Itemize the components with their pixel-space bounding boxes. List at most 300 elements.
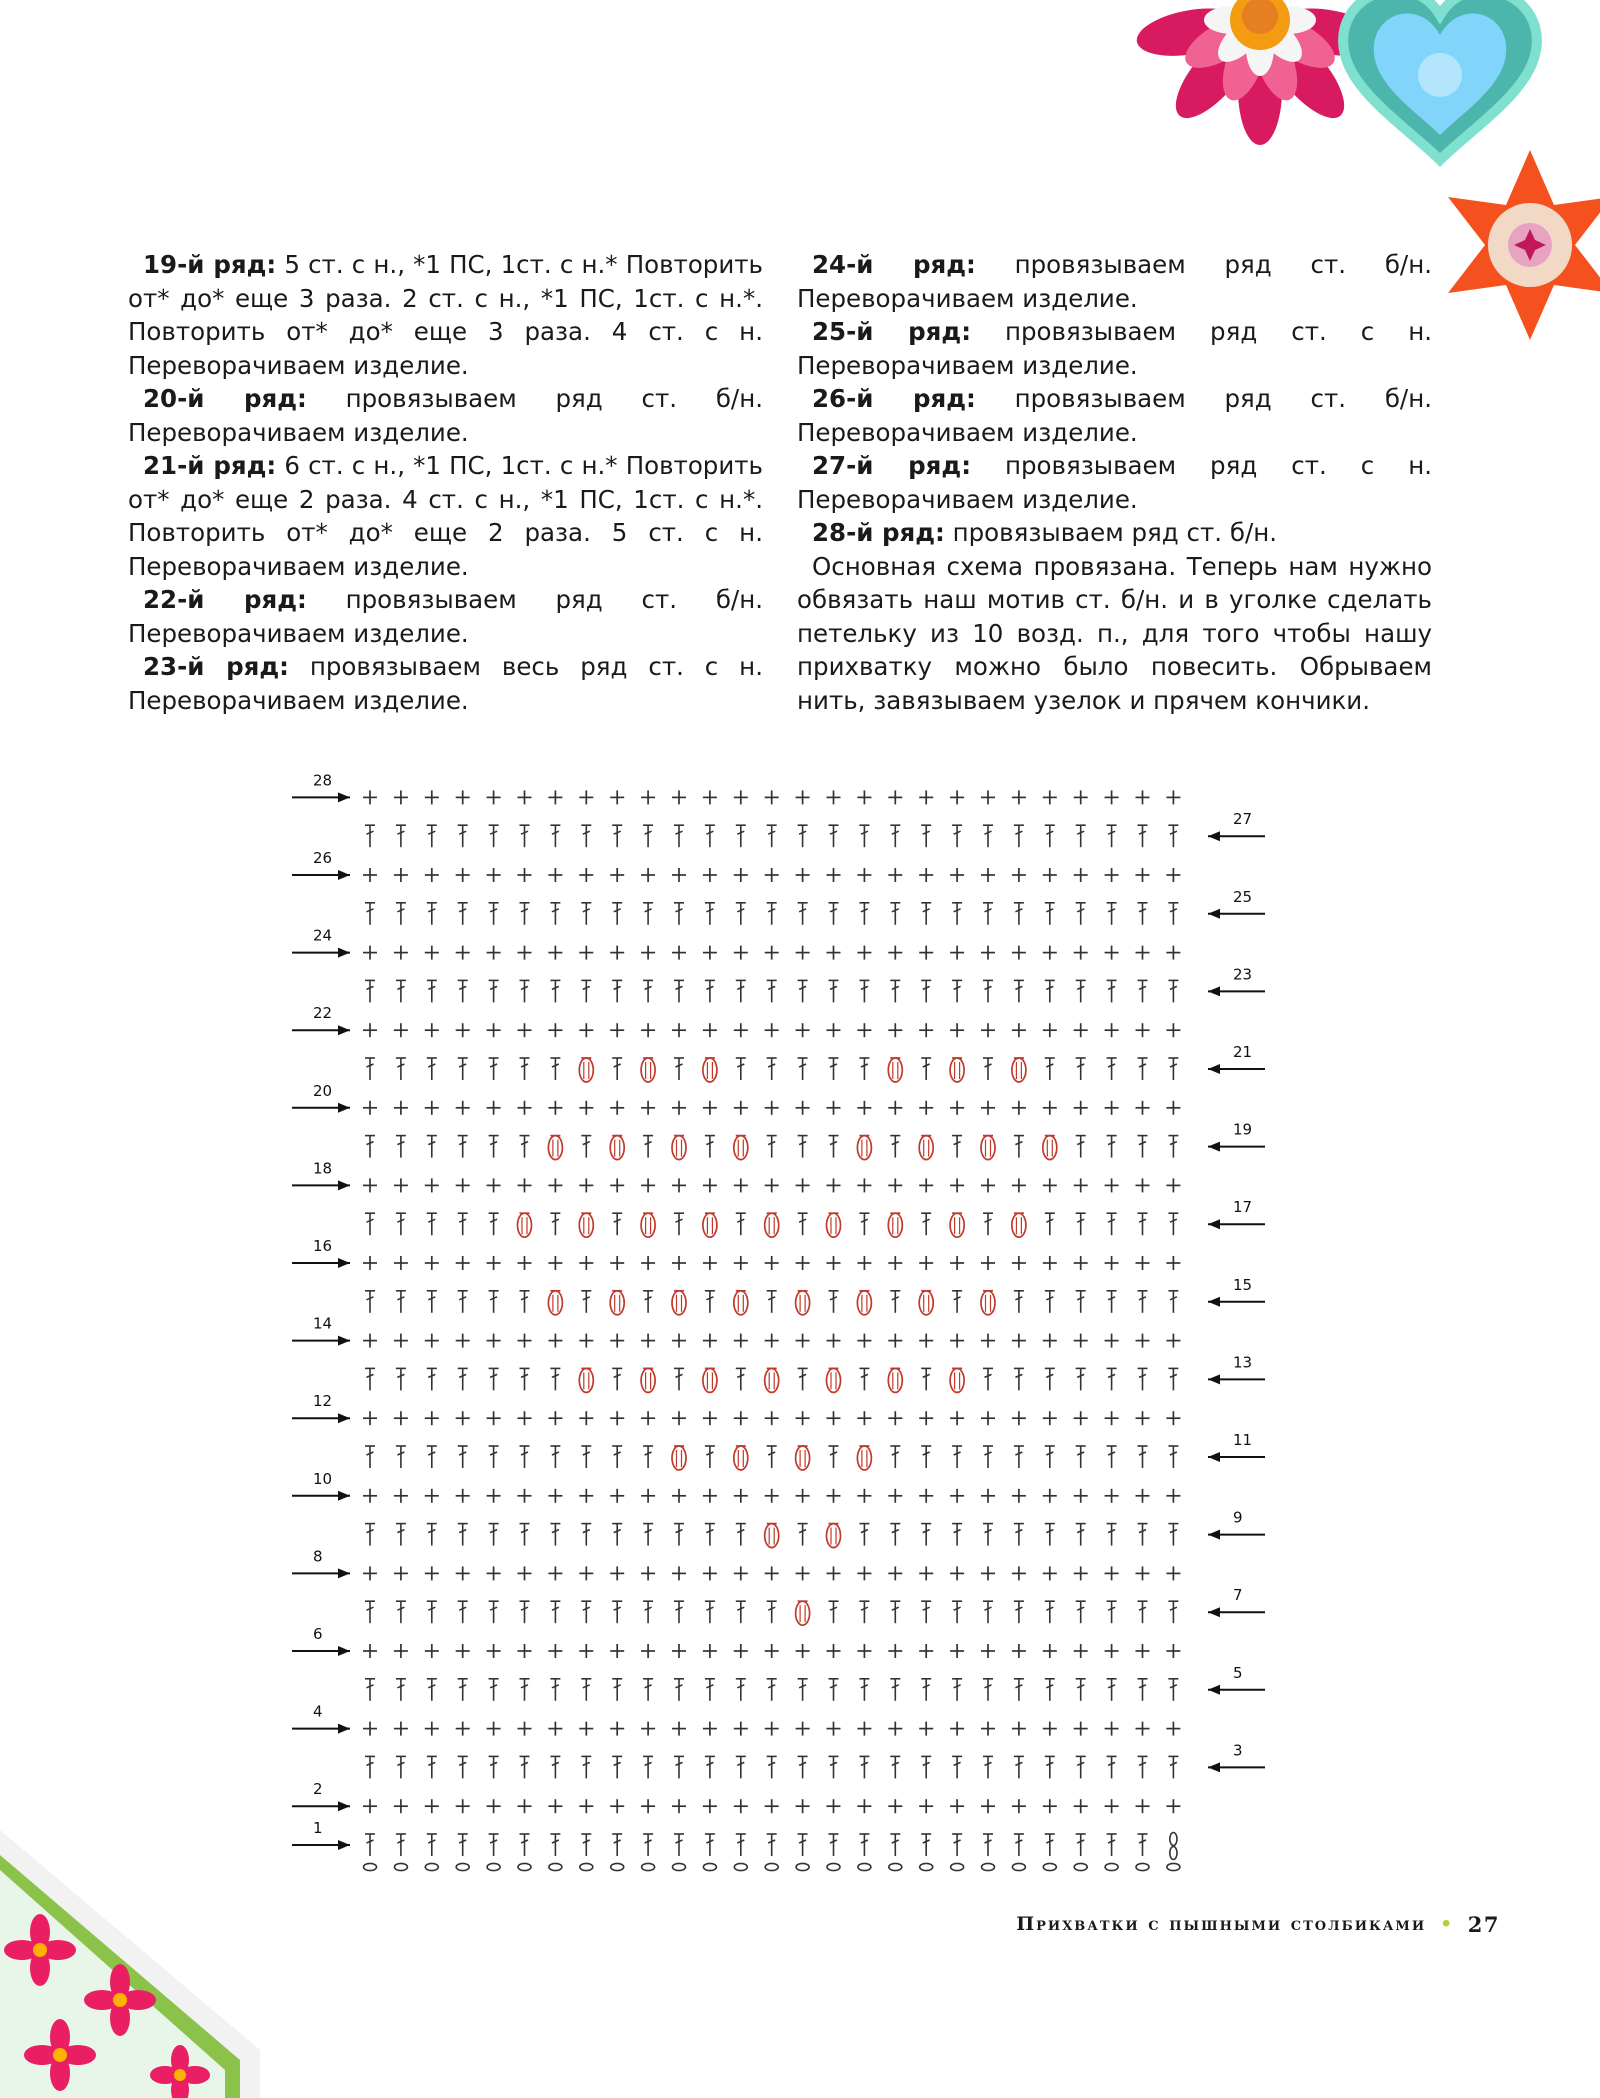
single-crochet-symbol [641, 946, 655, 960]
double-crochet-symbol [427, 825, 437, 847]
double-crochet-symbol [890, 1446, 900, 1468]
double-crochet-symbol [890, 1834, 900, 1856]
double-crochet-symbol [1107, 1834, 1117, 1856]
single-crochet-symbol [579, 1722, 593, 1736]
double-crochet-symbol [396, 1368, 406, 1390]
single-crochet-symbol [765, 1178, 779, 1192]
single-crochet-symbol [579, 1334, 593, 1348]
double-crochet-symbol [427, 903, 437, 925]
single-crochet-symbol [888, 1178, 902, 1192]
single-crochet-symbol [456, 1411, 470, 1425]
double-crochet-symbol [859, 1756, 869, 1778]
single-crochet-symbol [1105, 868, 1119, 882]
single-crochet-symbol [1166, 1566, 1180, 1580]
single-crochet-symbol [641, 1799, 655, 1813]
single-crochet-symbol [487, 868, 501, 882]
single-crochet-symbol [1136, 946, 1150, 960]
double-crochet-symbol [705, 1446, 715, 1468]
row-number-label: 9 [1233, 1508, 1243, 1527]
double-crochet-symbol [859, 903, 869, 925]
single-crochet-symbol [672, 1644, 686, 1658]
double-crochet-symbol [396, 1291, 406, 1313]
double-crochet-symbol [767, 1058, 777, 1080]
single-crochet-symbol [425, 1178, 439, 1192]
single-crochet-symbol [734, 1411, 748, 1425]
popcorn-stitch-symbol [734, 1291, 748, 1315]
single-crochet-symbol [456, 1178, 470, 1192]
single-crochet-symbol [1043, 1178, 1057, 1192]
popcorn-stitch-symbol [888, 1213, 902, 1237]
single-crochet-symbol [703, 946, 717, 960]
double-crochet-symbol [365, 1368, 375, 1390]
double-crochet-symbol [1138, 825, 1148, 847]
single-crochet-symbol [827, 1334, 841, 1348]
double-crochet-symbol [581, 1136, 591, 1158]
single-crochet-symbol [456, 1256, 470, 1270]
popcorn-stitch-symbol [703, 1213, 717, 1237]
single-crochet-symbol [610, 1799, 624, 1813]
double-crochet-symbol [952, 1834, 962, 1856]
double-crochet-symbol [1076, 1601, 1086, 1623]
single-crochet-symbol [1136, 1101, 1150, 1115]
double-crochet-symbol [705, 1679, 715, 1701]
single-crochet-symbol [610, 1411, 624, 1425]
single-crochet-symbol [610, 1101, 624, 1115]
double-crochet-symbol [1045, 1756, 1055, 1778]
double-crochet-symbol [983, 1679, 993, 1701]
double-crochet-symbol [396, 1601, 406, 1623]
chain-stitch [827, 1863, 840, 1870]
single-crochet-symbol [579, 790, 593, 804]
double-crochet-symbol [550, 1524, 560, 1546]
instruction-paragraph: 24-й ряд: провязываем ряд ст. б/н. Переворачиваем изделие. [797, 250, 1432, 313]
single-crochet-symbol [1136, 1566, 1150, 1580]
left-row-arrow-head [338, 792, 350, 802]
single-crochet-symbol [610, 1023, 624, 1037]
single-crochet-symbol [518, 1334, 532, 1348]
single-crochet-symbol [1043, 1799, 1057, 1813]
double-crochet-symbol [859, 1213, 869, 1235]
single-crochet-symbol [734, 1722, 748, 1736]
chain-stitch [889, 1863, 902, 1870]
single-crochet-symbol [919, 1644, 933, 1658]
single-crochet-symbol [641, 1256, 655, 1270]
double-crochet-symbol [890, 1601, 900, 1623]
single-crochet-symbol [672, 1178, 686, 1192]
double-crochet-symbol [952, 1291, 962, 1313]
double-crochet-symbol [1168, 1213, 1178, 1235]
single-crochet-symbol [1166, 1411, 1180, 1425]
double-crochet-symbol [705, 1601, 715, 1623]
single-crochet-symbol [518, 1023, 532, 1037]
popcorn-stitch-symbol [548, 1291, 562, 1315]
single-crochet-symbol [950, 868, 964, 882]
single-crochet-symbol [888, 1722, 902, 1736]
single-crochet-symbol [919, 1256, 933, 1270]
popcorn-stitch-symbol [950, 1213, 964, 1237]
single-crochet-symbol [1105, 1178, 1119, 1192]
double-crochet-symbol [1107, 1524, 1117, 1546]
crochet-edging-decoration [0, 1800, 260, 2098]
double-crochet-symbol [890, 903, 900, 925]
double-crochet-symbol [798, 1368, 808, 1390]
single-crochet-symbol [1105, 1411, 1119, 1425]
single-crochet-symbol [456, 946, 470, 960]
double-crochet-symbol [1014, 1291, 1024, 1313]
single-crochet-symbol [579, 868, 593, 882]
single-crochet-symbol [981, 868, 995, 882]
double-crochet-symbol [1138, 903, 1148, 925]
double-crochet-symbol [952, 1524, 962, 1546]
row-number-label: 10 [313, 1469, 333, 1488]
single-crochet-symbol [857, 1256, 871, 1270]
single-crochet-symbol [363, 1722, 377, 1736]
double-crochet-symbol [1014, 980, 1024, 1002]
single-crochet-symbol [796, 1178, 810, 1192]
double-crochet-symbol [1138, 1679, 1148, 1701]
double-crochet-symbol [921, 1213, 931, 1235]
single-crochet-symbol [1136, 790, 1150, 804]
double-crochet-symbol [1045, 1524, 1055, 1546]
single-crochet-symbol [734, 1256, 748, 1270]
single-crochet-symbol [548, 1489, 562, 1503]
double-crochet-symbol [612, 1058, 622, 1080]
single-crochet-symbol [456, 1101, 470, 1115]
double-crochet-symbol [396, 825, 406, 847]
single-crochet-symbol [1136, 1799, 1150, 1813]
single-crochet-symbol [1105, 1101, 1119, 1115]
single-crochet-symbol [487, 1411, 501, 1425]
single-crochet-symbol [888, 1566, 902, 1580]
double-crochet-symbol [736, 1368, 746, 1390]
double-crochet-symbol [798, 1136, 808, 1158]
double-crochet-symbol [767, 1446, 777, 1468]
single-crochet-symbol [1074, 1566, 1088, 1580]
row-number-label: 17 [1233, 1198, 1253, 1217]
double-crochet-symbol [736, 825, 746, 847]
double-crochet-symbol [427, 1058, 437, 1080]
popcorn-stitch-symbol [548, 1136, 562, 1160]
double-crochet-symbol [674, 1213, 684, 1235]
row-number-label: 15 [1233, 1275, 1253, 1294]
single-crochet-symbol [487, 1644, 501, 1658]
single-crochet-symbol [518, 1799, 532, 1813]
double-crochet-symbol [1076, 1368, 1086, 1390]
single-crochet-symbol [610, 1489, 624, 1503]
single-crochet-symbol [487, 1101, 501, 1115]
single-crochet-symbol [950, 1722, 964, 1736]
right-row-arrow-head [1208, 1530, 1220, 1540]
single-crochet-symbol [950, 1101, 964, 1115]
single-crochet-symbol [1074, 1178, 1088, 1192]
double-crochet-symbol [705, 1524, 715, 1546]
double-crochet-symbol [952, 903, 962, 925]
double-crochet-symbol [767, 825, 777, 847]
popcorn-stitch-symbol [672, 1291, 686, 1315]
single-crochet-symbol [610, 1566, 624, 1580]
double-crochet-symbol [643, 1291, 653, 1313]
double-crochet-symbol [612, 1446, 622, 1468]
double-crochet-symbol [643, 980, 653, 1002]
left-row-arrow-head [338, 1258, 350, 1268]
single-crochet-symbol [827, 1489, 841, 1503]
double-crochet-symbol [365, 1136, 375, 1158]
double-crochet-symbol [581, 1756, 591, 1778]
double-crochet-symbol [798, 1834, 808, 1856]
popcorn-stitch-symbol [827, 1213, 841, 1237]
double-crochet-symbol [859, 1601, 869, 1623]
double-crochet-symbol [1138, 1213, 1148, 1235]
double-crochet-symbol [829, 903, 839, 925]
single-crochet-symbol [610, 946, 624, 960]
popcorn-stitch-symbol [857, 1291, 871, 1315]
double-crochet-symbol [1014, 903, 1024, 925]
double-crochet-symbol [952, 1756, 962, 1778]
single-crochet-symbol [1074, 1799, 1088, 1813]
double-crochet-symbol [829, 1291, 839, 1313]
double-crochet-symbol [1107, 980, 1117, 1002]
double-crochet-symbol [427, 1368, 437, 1390]
single-crochet-symbol [394, 1023, 408, 1037]
double-crochet-symbol [1168, 1679, 1178, 1701]
single-crochet-symbol [394, 790, 408, 804]
double-crochet-symbol [859, 1679, 869, 1701]
double-crochet-symbol [489, 1136, 499, 1158]
single-crochet-symbol [487, 1722, 501, 1736]
chain-stitch [1105, 1863, 1118, 1870]
single-crochet-symbol [548, 1101, 562, 1115]
double-crochet-symbol [1014, 1368, 1024, 1390]
double-crochet-symbol [489, 980, 499, 1002]
double-crochet-symbol [1168, 1756, 1178, 1778]
single-crochet-symbol [981, 1256, 995, 1270]
double-crochet-symbol [427, 1136, 437, 1158]
single-crochet-symbol [548, 1566, 562, 1580]
double-crochet-symbol [427, 1679, 437, 1701]
row-number-label: 25 [1233, 887, 1253, 906]
popcorn-stitch-symbol [765, 1213, 779, 1237]
double-crochet-symbol [921, 825, 931, 847]
single-crochet-symbol [487, 1799, 501, 1813]
single-crochet-symbol [394, 946, 408, 960]
row-number-label: 3 [1233, 1741, 1243, 1760]
popcorn-stitch-symbol [857, 1446, 871, 1470]
single-crochet-symbol [1043, 1334, 1057, 1348]
double-crochet-symbol [520, 980, 530, 1002]
row-number-label: 14 [313, 1314, 333, 1333]
row-number-label: 26 [313, 849, 333, 867]
double-crochet-symbol [1168, 1446, 1178, 1468]
double-crochet-symbol [921, 980, 931, 1002]
single-crochet-symbol [765, 1334, 779, 1348]
double-crochet-symbol [983, 1446, 993, 1468]
double-crochet-symbol [365, 1834, 375, 1856]
single-crochet-symbol [857, 1722, 871, 1736]
double-crochet-symbol [1138, 1601, 1148, 1623]
double-crochet-symbol [1045, 825, 1055, 847]
single-crochet-symbol [456, 1023, 470, 1037]
single-crochet-symbol [1105, 1566, 1119, 1580]
single-crochet-symbol [1136, 1334, 1150, 1348]
double-crochet-symbol [890, 825, 900, 847]
double-crochet-symbol [1138, 1291, 1148, 1313]
single-crochet-symbol [456, 790, 470, 804]
single-crochet-symbol [672, 1023, 686, 1037]
double-crochet-symbol [829, 1756, 839, 1778]
instruction-paragraph: 27-й ряд: провязываем ряд ст. с н. Переворачиваем изделие. [797, 451, 1433, 514]
single-crochet-symbol [487, 946, 501, 960]
single-crochet-symbol [610, 1256, 624, 1270]
double-crochet-symbol [859, 825, 869, 847]
double-crochet-symbol [550, 825, 560, 847]
single-crochet-symbol [1012, 1411, 1026, 1425]
single-crochet-symbol [363, 1489, 377, 1503]
chain-stitch [425, 1863, 438, 1870]
instruction-paragraph: 26-й ряд: провязываем ряд ст. б/н. Переворачиваем изделие. [797, 384, 1432, 447]
instruction-paragraph: 19-й ряд: 5 ст. с н., *1 ПС, 1ст. с н.* Повторить от* до* еще 3 раза. 2 ст. с н., *1 ПС, 1ст. с н.*. Повторить от* до* еще 3 раза. 4 ст. с н. Переворачиваем изделие. [128, 250, 763, 380]
single-crochet-symbol [981, 790, 995, 804]
double-crochet-symbol [829, 980, 839, 1002]
chain-stitch [518, 1863, 531, 1870]
double-crochet-symbol [1107, 1368, 1117, 1390]
single-crochet-symbol [548, 1644, 562, 1658]
double-crochet-symbol [550, 1834, 560, 1856]
single-crochet-symbol [579, 1644, 593, 1658]
single-crochet-symbol [425, 1101, 439, 1115]
row-number-label: 13 [1233, 1353, 1253, 1372]
single-crochet-symbol [765, 1489, 779, 1503]
instruction-paragraph: 20-й ряд: провязываем ряд ст. б/н. Переворачиваем изделие. [128, 384, 763, 447]
single-crochet-symbol [827, 868, 841, 882]
double-crochet-symbol [705, 1291, 715, 1313]
single-crochet-symbol [919, 1178, 933, 1192]
double-crochet-symbol [458, 1524, 468, 1546]
double-crochet-symbol [1138, 1368, 1148, 1390]
double-crochet-symbol [952, 1601, 962, 1623]
page-footer [900, 1904, 1500, 1944]
single-crochet-symbol [1074, 790, 1088, 804]
chain-stitch [982, 1863, 995, 1870]
double-crochet-symbol [1045, 1446, 1055, 1468]
double-crochet-symbol [1076, 903, 1086, 925]
double-crochet-symbol [643, 825, 653, 847]
double-crochet-symbol [365, 1524, 375, 1546]
right-row-arrow-head [1208, 909, 1220, 919]
single-crochet-symbol [1166, 1023, 1180, 1037]
double-crochet-symbol [489, 1756, 499, 1778]
single-crochet-symbol [363, 1023, 377, 1037]
double-crochet-symbol [983, 1834, 993, 1856]
double-crochet-symbol [643, 1446, 653, 1468]
double-crochet-symbol [458, 1834, 468, 1856]
double-crochet-symbol [674, 1524, 684, 1546]
single-crochet-symbol [1043, 1411, 1057, 1425]
single-crochet-symbol [1043, 1023, 1057, 1037]
single-crochet-symbol [857, 1489, 871, 1503]
double-crochet-symbol [1168, 1058, 1178, 1080]
single-crochet-symbol [394, 1799, 408, 1813]
single-crochet-symbol [672, 1489, 686, 1503]
row-number-label: 4 [313, 1702, 323, 1721]
double-crochet-symbol [458, 1213, 468, 1235]
double-crochet-symbol [705, 1756, 715, 1778]
double-crochet-symbol [921, 1368, 931, 1390]
instruction-paragraph: 25-й ряд: провязываем ряд ст. с н. Переворачиваем изделие. [797, 317, 1433, 380]
instructions-right-column [797, 248, 1432, 717]
single-crochet-symbol [425, 1722, 439, 1736]
instruction-paragraph: Основная схема провязана. Теперь нам нужно обвязать наш мотив ст. б/н. и в уголке сделать петельку из 10 возд. п., для того чтобы нашу прихватку можно было повесить. Обрываем нить, завязываем узелок и прячем кончики. [797, 551, 1432, 715]
chain-stitch [703, 1863, 716, 1870]
single-crochet-symbol [950, 1178, 964, 1192]
single-crochet-symbol [734, 1334, 748, 1348]
double-crochet-symbol [612, 980, 622, 1002]
single-crochet-symbol [950, 1489, 964, 1503]
single-crochet-symbol [888, 1489, 902, 1503]
double-crochet-symbol [427, 1446, 437, 1468]
single-crochet-symbol [1074, 868, 1088, 882]
single-crochet-symbol [394, 1411, 408, 1425]
chain-stitch [487, 1863, 500, 1870]
double-crochet-symbol [674, 1368, 684, 1390]
single-crochet-symbol [672, 1799, 686, 1813]
single-crochet-symbol [518, 1722, 532, 1736]
chain-stitch [1074, 1863, 1087, 1870]
single-crochet-symbol [796, 1799, 810, 1813]
double-crochet-symbol [489, 1601, 499, 1623]
chain-stitch [765, 1863, 778, 1870]
double-crochet-symbol [859, 980, 869, 1002]
double-crochet-symbol [674, 980, 684, 1002]
single-crochet-symbol [425, 1566, 439, 1580]
single-crochet-symbol [672, 1566, 686, 1580]
single-crochet-symbol [919, 946, 933, 960]
single-crochet-symbol [888, 1411, 902, 1425]
single-crochet-symbol [796, 1023, 810, 1037]
single-crochet-symbol [487, 790, 501, 804]
row-number-label: 7 [1233, 1586, 1243, 1605]
double-crochet-symbol [1076, 1446, 1086, 1468]
double-crochet-symbol [829, 1136, 839, 1158]
single-crochet-symbol [827, 1722, 841, 1736]
single-crochet-symbol [1166, 1799, 1180, 1813]
double-crochet-symbol [859, 1058, 869, 1080]
double-crochet-symbol [396, 1756, 406, 1778]
popcorn-stitch-symbol [857, 1136, 871, 1160]
single-crochet-symbol [919, 1334, 933, 1348]
double-crochet-symbol [829, 1679, 839, 1701]
double-crochet-symbol [396, 1446, 406, 1468]
single-crochet-symbol [518, 1178, 532, 1192]
row-number-label: 23 [1233, 965, 1253, 984]
single-crochet-symbol [1043, 1256, 1057, 1270]
single-crochet-symbol [857, 1799, 871, 1813]
single-crochet-symbol [610, 1334, 624, 1348]
double-crochet-symbol [643, 1524, 653, 1546]
double-crochet-symbol [890, 1756, 900, 1778]
instruction-paragraph: 21-й ряд: 6 ст. с н., *1 ПС, 1ст. с н.* Повторить от* до* еще 2 раза. 4 ст. с н., *1 ПС, 1ст. с н.*. Повторить от* до* еще 2 раза. 5 ст. с н. Переворачиваем изделие. [128, 451, 763, 581]
double-crochet-symbol [550, 980, 560, 1002]
single-crochet-symbol [919, 790, 933, 804]
single-crochet-symbol [641, 790, 655, 804]
double-crochet-symbol [798, 903, 808, 925]
single-crochet-symbol [579, 1489, 593, 1503]
double-crochet-symbol [798, 1524, 808, 1546]
single-crochet-symbol [1012, 1178, 1026, 1192]
single-crochet-symbol [796, 1566, 810, 1580]
popcorn-stitch-symbol [796, 1446, 810, 1470]
single-crochet-symbol [641, 868, 655, 882]
single-crochet-symbol [394, 868, 408, 882]
